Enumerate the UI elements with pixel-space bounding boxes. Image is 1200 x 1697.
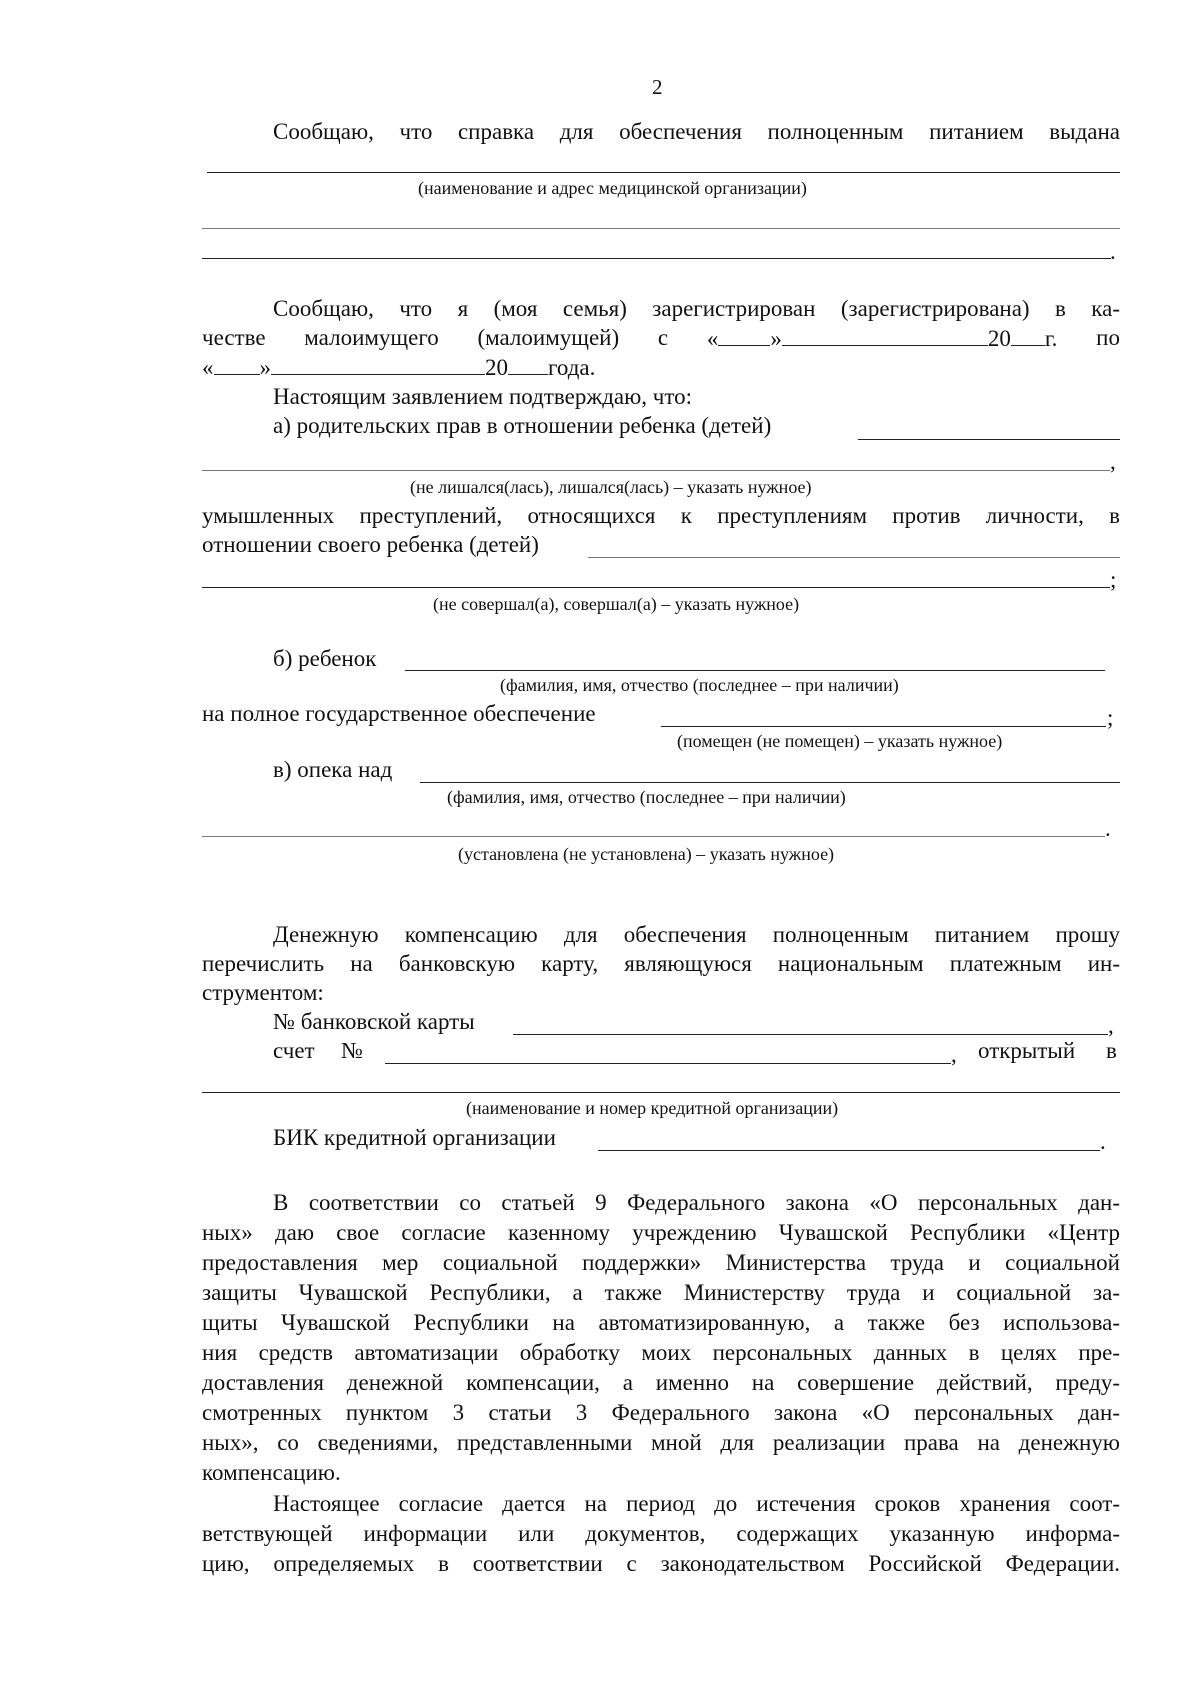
item-a-label: а) родительских прав в отношении ребенка (детей) bbox=[273, 413, 772, 438]
date-from-day-field[interactable] bbox=[718, 324, 770, 346]
guardianship-status-caption: (установлена (не установлена) – указать нужное) bbox=[458, 844, 835, 864]
guardianship-dot: . bbox=[1105, 816, 1111, 841]
state-support-label: на полное государственное обеспечение bbox=[202, 701, 596, 726]
opened-in-word: в bbox=[1106, 1038, 1117, 1063]
consent-period-line: Настоящее согласие дается на период до истечения сроков хранения соот- bbox=[273, 1491, 1120, 1516]
consent-paragraph bbox=[202, 1188, 1120, 1488]
date-from-month-field[interactable] bbox=[782, 324, 988, 346]
child-name-caption: (фамилия, имя, отчество (последнее – при наличии) bbox=[500, 675, 899, 695]
state-support-semicolon: ; bbox=[1107, 705, 1114, 730]
opened-word: открытый bbox=[978, 1038, 1076, 1063]
crimes-semicolon: ; bbox=[1110, 567, 1117, 592]
crimes-line-2: отношении своего ребенка (детей) bbox=[202, 532, 539, 557]
crimes-caption: (не совершал(а), совершал(а) – указать нужное) bbox=[433, 594, 800, 614]
date-from-group bbox=[707, 324, 1058, 353]
bank-name-caption: (наименование и номер кредитной организации) bbox=[466, 1098, 839, 1118]
bik-field[interactable] bbox=[598, 1150, 1100, 1151]
account-label: счет bbox=[273, 1038, 315, 1063]
consent-period-line: цию, определяемых в соответствии с законодательством Российской Федерации. bbox=[202, 1551, 1120, 1576]
medical-org-caption: (наименование и адрес медицинской организации) bbox=[418, 178, 807, 198]
consent-line: ных», со сведениями, представленными мной для реализации права на денежную bbox=[202, 1430, 1120, 1455]
bik-label: БИК кредитной организации bbox=[273, 1125, 556, 1150]
word-po: по bbox=[1096, 325, 1120, 350]
item-a-underline-2[interactable] bbox=[202, 470, 1110, 471]
consent-line: В соответствии со статьей 9 Федерального закона «О персональных дан- bbox=[273, 1190, 1120, 1215]
state-support-underline[interactable] bbox=[661, 726, 1106, 727]
registration-line-2 bbox=[202, 324, 1120, 353]
consent-line: компенсацию. bbox=[202, 1460, 341, 1485]
guardianship-name-caption: (фамилия, имя, отчество (последнее – при наличии) bbox=[447, 787, 846, 807]
word-goda: года. bbox=[548, 355, 596, 380]
bik-dot: . bbox=[1100, 1129, 1106, 1154]
consent-line: ных» даю свое согласие казенному учреждению Чувашской Республики «Центр bbox=[202, 1220, 1120, 1245]
compensation-line-3: струментом: bbox=[202, 980, 324, 1005]
date-from-year-field[interactable] bbox=[1011, 324, 1045, 346]
quote-open-2: « bbox=[202, 355, 214, 380]
state-support-caption: (помещен (не помещен) – указать нужное) bbox=[677, 731, 1003, 751]
crimes-underline-2[interactable] bbox=[202, 587, 1110, 588]
item-a-caption: (не лишался(лась), лишался(лась) – указать нужное) bbox=[410, 477, 812, 497]
consent-period-paragraph bbox=[202, 1489, 1120, 1579]
card-number-comma: , bbox=[1108, 1013, 1114, 1038]
word-s: с bbox=[657, 325, 669, 350]
quote-close: » bbox=[770, 326, 782, 351]
medical-certificate-line: Сообщаю, что справка для обеспечения полноценным питанием выдана bbox=[273, 119, 1120, 144]
quote-open: « bbox=[706, 326, 719, 351]
consent-line: защиты Чувашской Республики, а также Министерству труда и социальной за- bbox=[202, 1280, 1120, 1305]
card-number-label: № банковской карты bbox=[273, 1009, 475, 1034]
item-a-comma: , bbox=[1110, 449, 1116, 474]
consent-line: щиты Чувашской Республики на автоматизированную, а также без использова- bbox=[202, 1310, 1120, 1335]
crimes-underline-1[interactable] bbox=[588, 557, 1120, 558]
word-chestve: честве bbox=[202, 325, 266, 350]
consent-period-line: ветствующей информации или документов, содержащих указанную информа- bbox=[202, 1521, 1120, 1546]
card-number-field[interactable] bbox=[513, 1034, 1108, 1035]
item-b-label: б) ребенок bbox=[273, 646, 377, 671]
year-prefix: 20 bbox=[987, 326, 1011, 351]
medical-org-underline-3[interactable] bbox=[202, 258, 1111, 259]
medical-org-end-dot: . bbox=[1110, 239, 1116, 264]
item-c-label: в) опека над bbox=[273, 757, 393, 782]
account-comma: , bbox=[951, 1042, 957, 1067]
child-name-underline[interactable] bbox=[405, 670, 1105, 671]
word-maloimushchego: малоимущего bbox=[304, 325, 439, 350]
consent-line: ния средств автоматизации обработку моих персональных данных в целях пре- bbox=[202, 1340, 1120, 1365]
registration-line-3 bbox=[202, 353, 595, 382]
page-number: 2 bbox=[652, 75, 663, 99]
confirmation-intro: Настоящим заявлением подтверждаю, что: bbox=[273, 384, 693, 409]
bank-name-field[interactable] bbox=[202, 1092, 1120, 1093]
date-to-month-field[interactable] bbox=[271, 353, 485, 375]
crimes-line-1: умышленных преступлений, относящихся к преступлениям против личности, в bbox=[202, 503, 1120, 528]
year-prefix-2: 20 bbox=[485, 355, 508, 380]
consent-line: предоставления мер социальной поддержки» Министерства труда и социальной bbox=[202, 1250, 1120, 1275]
word-maloimushchei: (малоимущей) bbox=[477, 325, 620, 350]
guardianship-status-underline[interactable] bbox=[202, 836, 1105, 837]
account-number-sign: № bbox=[341, 1038, 363, 1063]
compensation-line-2: перечислить на банковскую карту, являющуюся национальным платежным ин- bbox=[202, 951, 1120, 976]
registration-line-1: Сообщаю, что я (моя семья) зарегистрирован (зарегистрирована) в ка- bbox=[273, 296, 1120, 321]
compensation-line-1: Денежную компенсацию для обеспечения полноценным питанием прошу bbox=[273, 922, 1120, 947]
consent-line: доставления денежной компенсации, а именно на совершение действий, преду- bbox=[202, 1370, 1120, 1395]
date-to-year-field[interactable] bbox=[508, 353, 548, 375]
date-to-day-field[interactable] bbox=[214, 353, 260, 375]
consent-line: смотренных пунктом 3 статьи 3 Федерального закона «О персональных дан- bbox=[202, 1400, 1120, 1425]
year-suffix: г. bbox=[1044, 326, 1058, 351]
medical-org-underline-2[interactable] bbox=[202, 228, 1120, 229]
quote-close-2: » bbox=[259, 355, 271, 380]
account-number-field[interactable] bbox=[385, 1063, 951, 1064]
guardianship-underline[interactable] bbox=[420, 782, 1120, 783]
item-a-underline-1[interactable] bbox=[858, 439, 1120, 440]
medical-org-underline-1[interactable] bbox=[207, 172, 1120, 173]
